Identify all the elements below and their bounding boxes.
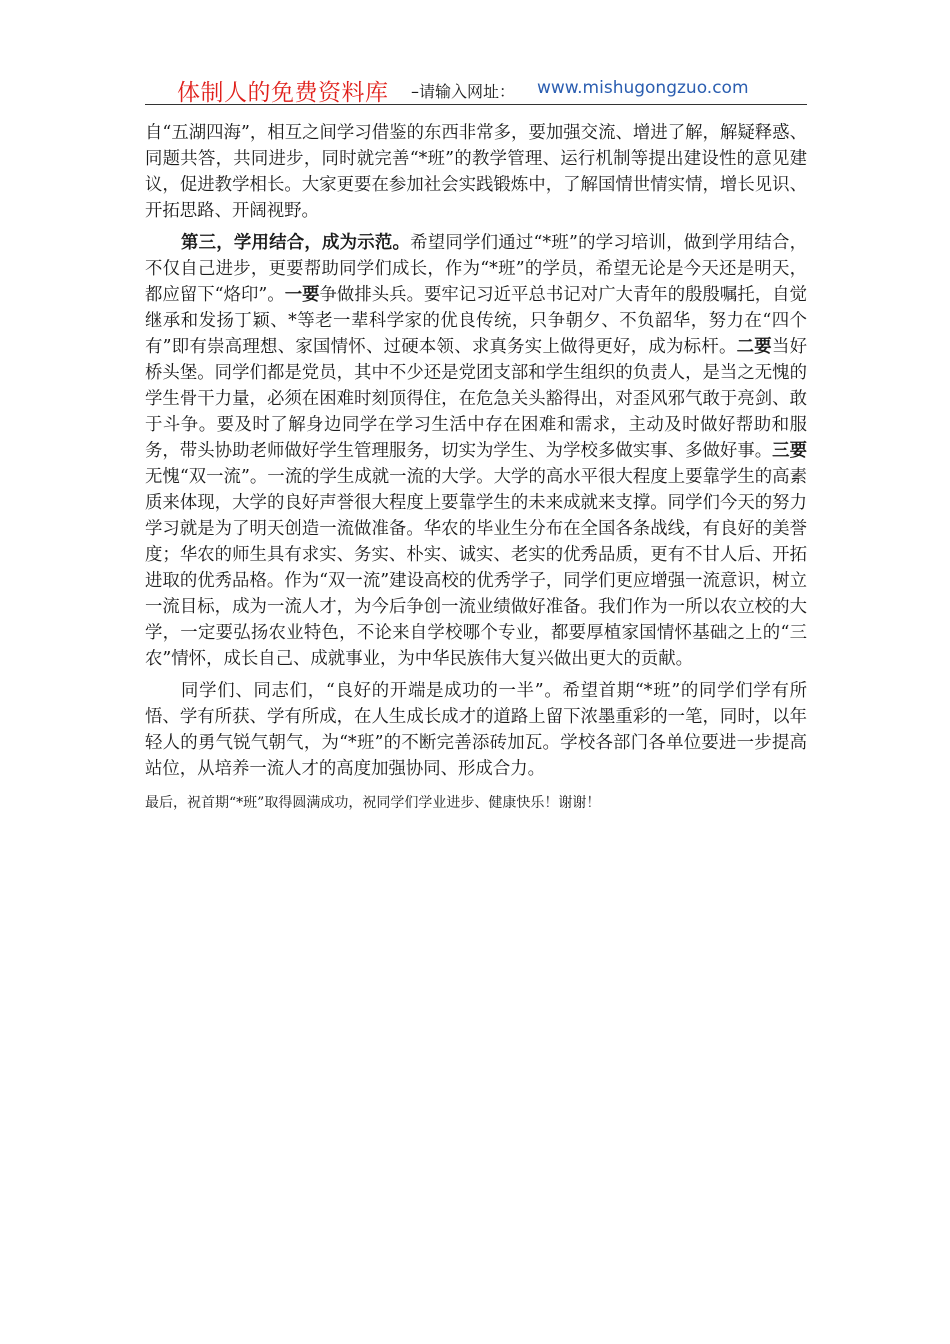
paragraph-2 — [145, 230, 807, 672]
header-prompt: –请输入网址： — [411, 82, 516, 101]
header-url-link[interactable]: www.mishugongzuo.com — [537, 78, 749, 98]
section-heading: 第三，学用结合，成为示范。 — [181, 233, 411, 253]
keypoint-2: 二要 — [736, 337, 772, 357]
keypoint-1: 一要 — [284, 285, 320, 305]
closing-line: 最后，祝首期“*班”取得圆满成功，祝同学们学业进步、健康快乐！谢谢！ — [145, 795, 601, 811]
paragraph-3: 同学们、同志们，“良好的开端是成功的一半”。希望首期“*班”的同学们学有所悟、学有所获、学有所成，在人生成长成才的道路上留下浓墨重彩的一笔，同时，以年轻人的勇气锐气朝气，为“*班”的不断完善添砖加瓦。学校各部门各单位要进一步提高站位，从培养一流人才的高度加强协同、形成合力。 — [145, 681, 807, 779]
document-body — [145, 120, 807, 814]
paragraph-2-text-2: 争做排头兵。要牢记习近平总书记对广大青年的殷殷嘱托，自觉继承和发扬丁颖、*等老一辈科学家的优良传统，只争朝夕、不负韶华，努力在“四个有”即有崇高理想、家国情怀、过硬本领、求真务实上做得更好，成为标杆。 — [145, 285, 807, 357]
keypoint-3: 三要 — [772, 441, 807, 461]
paragraph-2-text-3: 当好桥头堡。同学们都是党员，其中不少还是党团支部和学生组织的负责人，是当之无愧的学生骨干力量，必须在困难时刻顶得住，在危急关头豁得出，对歪风邪气敢于亮剑、敢于斗争。要及时了解身边同学在学习生活中存在困难和需求，主动及时做好帮助和服务，带头协助老师做好学生管理服务，切实为学生、为学校多做实事、多做好事。 — [145, 337, 807, 461]
page-header — [145, 70, 807, 105]
paragraph-1: 自“五湖四海”，相互之间学习借鉴的东西非常多，要加强交流、增进了解，解疑释惑、同题共答，共同进步，同时就完善“*班”的教学管理、运行机制等提出建设性的意见建议，促进教学相长。大家更要在参加社会实践锻炼中，了解国情世情实情，增长见识、开拓思路、开阔视野。 — [145, 123, 807, 221]
paragraph-2-text-4: 无愧“双一流”。一流的学生成就一流的大学。大学的高水平很大程度上要靠学生的高素质来体现，大学的良好声誉很大程度上要靠学生的未来成就来支撑。同学们今天的努力学习就是为了明天创造一流做准备。华农的毕业生分布在全国各条战线，有良好的美誉度；华农的师生具有求实、务实、朴实、诚实、老实的优秀品质，更有不甘人后、开拓进取的优秀品格。作为“双一流”建设高校的优秀学子，同学们更应增强一流意识，树立一流目标，成为一流人才，为今后争创一流业绩做好准备。我们作为一所以农立校的大学，一定要弘扬农业特色，不论来自学校哪个专业，都要厚植家国情怀基础之上的“三农”情怀，成长自己、成就事业，为中华民族伟大复兴做出更大的贡献。 — [145, 467, 807, 669]
paragraph-2-text-1: 希望同学们通过“*班”的学习培训，做到学用结合，不仅自己进步，更要帮助同学们成长，作为“*班”的学员，希望无论是今天还是明天，都应留下“烙印”。 — [145, 233, 807, 305]
header-brand: 体制人的免费资料库 — [177, 80, 389, 106]
